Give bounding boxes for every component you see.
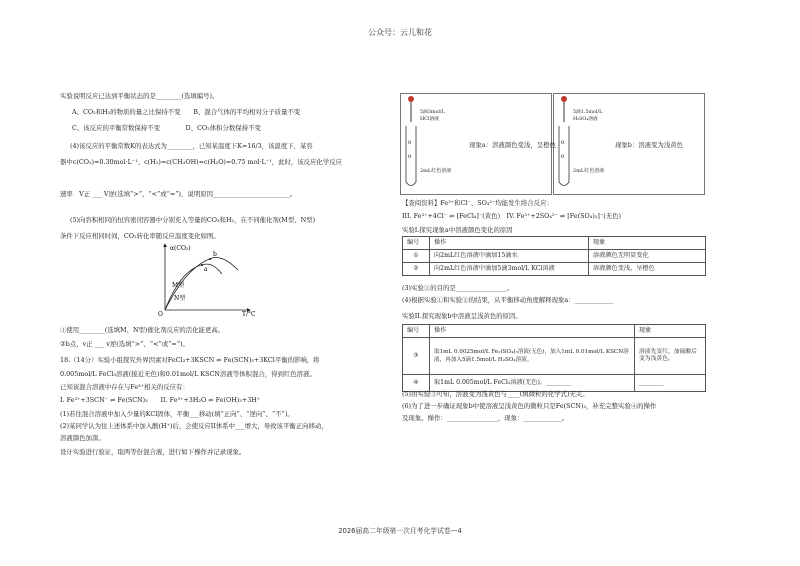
- y-axis-label: α(CO₂): [170, 245, 191, 252]
- table-cell: 向2mL红色溶液中滴加5滴3mol/L KCl溶液: [430, 263, 589, 276]
- q6-line1: (6)为了进一步确证现象b中使溶液呈浅黄色的微粒只是Fe(SCN)₃，补充完整实验④的操作: [402, 402, 657, 410]
- q18-line1: 18.（14分）实验小组探究外界因素对FeCl₃+3KSCN ⇌ Fe(SCN)₃+3KCl平衡的影响，将: [60, 356, 320, 364]
- table-header: 编号: [403, 237, 430, 250]
- test-tube-a: [402, 94, 432, 192]
- table-cell: 向2mL红色溶液中滴加15滴水: [430, 250, 589, 263]
- option-ab: A、CO₂和H₂的物质的量之比保持不变 B、混合气体的平均相对分子质量不变: [72, 108, 301, 116]
- table-exp2: [402, 324, 706, 392]
- tube-b-label2: H₂SO₄溶液: [573, 117, 598, 122]
- q18-sub2b: 溶液颜色加深。: [60, 434, 105, 442]
- label-m: M型: [172, 282, 185, 289]
- option-cd: C、该反应的平衡常数保持不变 D、CO₂体积分数保持不变: [72, 124, 261, 132]
- phenomenon-a: 现象a：溶液颜色变浅，呈橙色: [469, 141, 556, 149]
- x-axis-label: T/°C: [242, 311, 256, 318]
- table-header: 操作: [430, 237, 589, 250]
- tube-b-label1: 5滴1.5mol/L: [573, 110, 603, 115]
- point-a: [201, 264, 203, 266]
- q4-line2: 器中c(CO₂)=0.30mol·L⁻¹、c(H₂)=c(CH₃OH)=c(H₂O)=0.75 mol·L⁻¹，此时，该反应化学反应: [60, 158, 342, 166]
- table-cell: ________: [635, 375, 706, 392]
- table-cell: ④: [403, 375, 430, 392]
- dropper-bulb-icon: [561, 96, 567, 102]
- table-row: [403, 375, 706, 392]
- q5-right: (5)由实验③可知，溶液变为浅黄色与____(填微粒的化学式)无关。: [402, 390, 589, 398]
- q18-sub3: 设计实验进行验证，取两等份混合液，进行如下操作并记录现象。: [60, 448, 246, 456]
- table-exp1: [402, 236, 706, 276]
- svg-text:0: 0: [561, 140, 565, 146]
- q18-equations: I. Fe³⁺+3SCN⁻ ⇌ Fe(SCN)₃ II. Fe³⁺+3H₂O ⇌ Fe(OH)₃+3H⁺: [60, 396, 261, 404]
- tube-a-label1: 5滴3mol/L: [420, 110, 445, 115]
- page-footer: 2026届高二年级第一次月考化学试卷—4: [338, 527, 462, 535]
- page-header: 公众号：云儿和花: [368, 28, 432, 37]
- table-cell: ②: [403, 263, 430, 276]
- table-header: 操作: [430, 325, 635, 338]
- label-n: N型: [174, 295, 186, 302]
- table-header: 现象: [635, 325, 706, 338]
- table-header: 现象: [589, 237, 706, 250]
- label-a: a: [204, 266, 208, 273]
- dropper-bulb-icon: [408, 96, 414, 102]
- table-cell: 取1mL 0.005mol/L FeCl₃溶液(无色)，________: [430, 375, 635, 392]
- tube-a-label2: HCl溶液: [420, 117, 439, 122]
- q18-sub1: (1)若往混合溶液中加入少量的KCl固体，平衡___移动(填“正向”、“逆向”、“不”)。: [60, 410, 294, 418]
- q4-line1: (4)该反应的平衡常数K的表达式为________，已知某温度下K=16/3，该温度下，某容: [70, 142, 313, 150]
- table-row: [403, 263, 706, 276]
- question-intro: 实验说明反应已达到平衡状态的是________(选填编号)。: [60, 92, 219, 100]
- table-row: [403, 338, 706, 375]
- point-b: [209, 258, 211, 260]
- info-line3: 实验I.探究现象a中溶液颜色变化的原因: [402, 226, 513, 234]
- table-cell: ③: [403, 338, 430, 375]
- q5-line2: 条件下反应相同时间，CO₂转化率随反应温度变化如图。: [60, 232, 220, 240]
- q3: (3)实验①的目的是________________。: [402, 284, 514, 292]
- table-header: 编号: [403, 325, 430, 338]
- svg-text:0: 0: [561, 154, 565, 160]
- table-cell: 取1mL 0.0025mol/L Fe₂(SO₄)₃溶液(无色)，加入1mL 0.01mol/L KSCN溶液，再加入5滴1.5mol/L H₂SO₄溶液。: [430, 338, 635, 375]
- q18-sub2: (2)某同学认为往上述体系中加入酸(H⁺)后，会使反应II体系中___增大，导致该平衡正向移动，: [60, 422, 328, 430]
- exp2-title: 实验II.探究现象b中溶液呈浅黄色的原因。: [402, 312, 522, 320]
- table-cell: 溶液颜色无明显变化: [589, 250, 706, 263]
- table-header-row: [403, 325, 706, 338]
- q5-sub1: ①使用________(选填M、N型)催化剂反应的活化能更高。: [60, 326, 225, 334]
- phenomenon-b: 现象b：溶液变为浅黄色: [615, 141, 683, 149]
- q18-line3: 已知该混合溶液中存在与Fe³⁺相关的反应有：: [60, 383, 189, 391]
- info-line2: III. Fe³⁺+4Cl⁻ ⇌ [FeCl₄]⁻(黄色) IV. Fe³⁺+2SO₄²⁻ ⇌ [Fe(SO₄)₂]⁻(无色): [402, 212, 622, 220]
- svg-text:0: 0: [408, 154, 412, 160]
- q4-line3: 速率 V正 ___ V逆(选填“>”、“<”或“=”)，说明原因________________________。: [60, 190, 297, 198]
- q5-line1: (5)向容积相同的恒容密闭容器中分别充入等量的CO₂和H₂，在不同催化剂(M型、N型): [70, 216, 316, 224]
- info-line1: 【查阅资料】Fe³⁺和Cl⁻、SO₄²⁻均能发生络合反应：: [402, 199, 553, 207]
- svg-text:0: 0: [408, 140, 412, 146]
- conversion-graph: [150, 240, 260, 318]
- table-cell: ①: [403, 250, 430, 263]
- q5-sub2: ②b点，v正 ___ v逆(选填“>”、“<”或“=”)。: [60, 340, 189, 348]
- table-row: [403, 250, 706, 263]
- label-b: b: [213, 251, 217, 258]
- table-cell: 溶液先变红，加硫酸后变为浅黄色。: [635, 338, 706, 375]
- table-cell: 溶液颜色变浅，呈橙色: [589, 263, 706, 276]
- q4: (4)根据实验①和实验②的结果，从平衡移动角度解释现象a：____________: [402, 296, 613, 304]
- test-tube-b: [555, 94, 585, 192]
- tube-b-bottom: 2mL红色溶液: [573, 168, 605, 174]
- table-header-row: [403, 237, 706, 250]
- q6-line2: 及现象。操作：________________，现象：____________。: [402, 414, 569, 422]
- tube-a-bottom: 2mL红色溶液: [420, 168, 452, 174]
- origin-label: O: [158, 311, 163, 318]
- q18-line2: 0.005mol/L FeCl₃溶液(接近无色)和0.01mol/L KSCN溶液等体积混合，得到红色溶液。: [60, 370, 316, 378]
